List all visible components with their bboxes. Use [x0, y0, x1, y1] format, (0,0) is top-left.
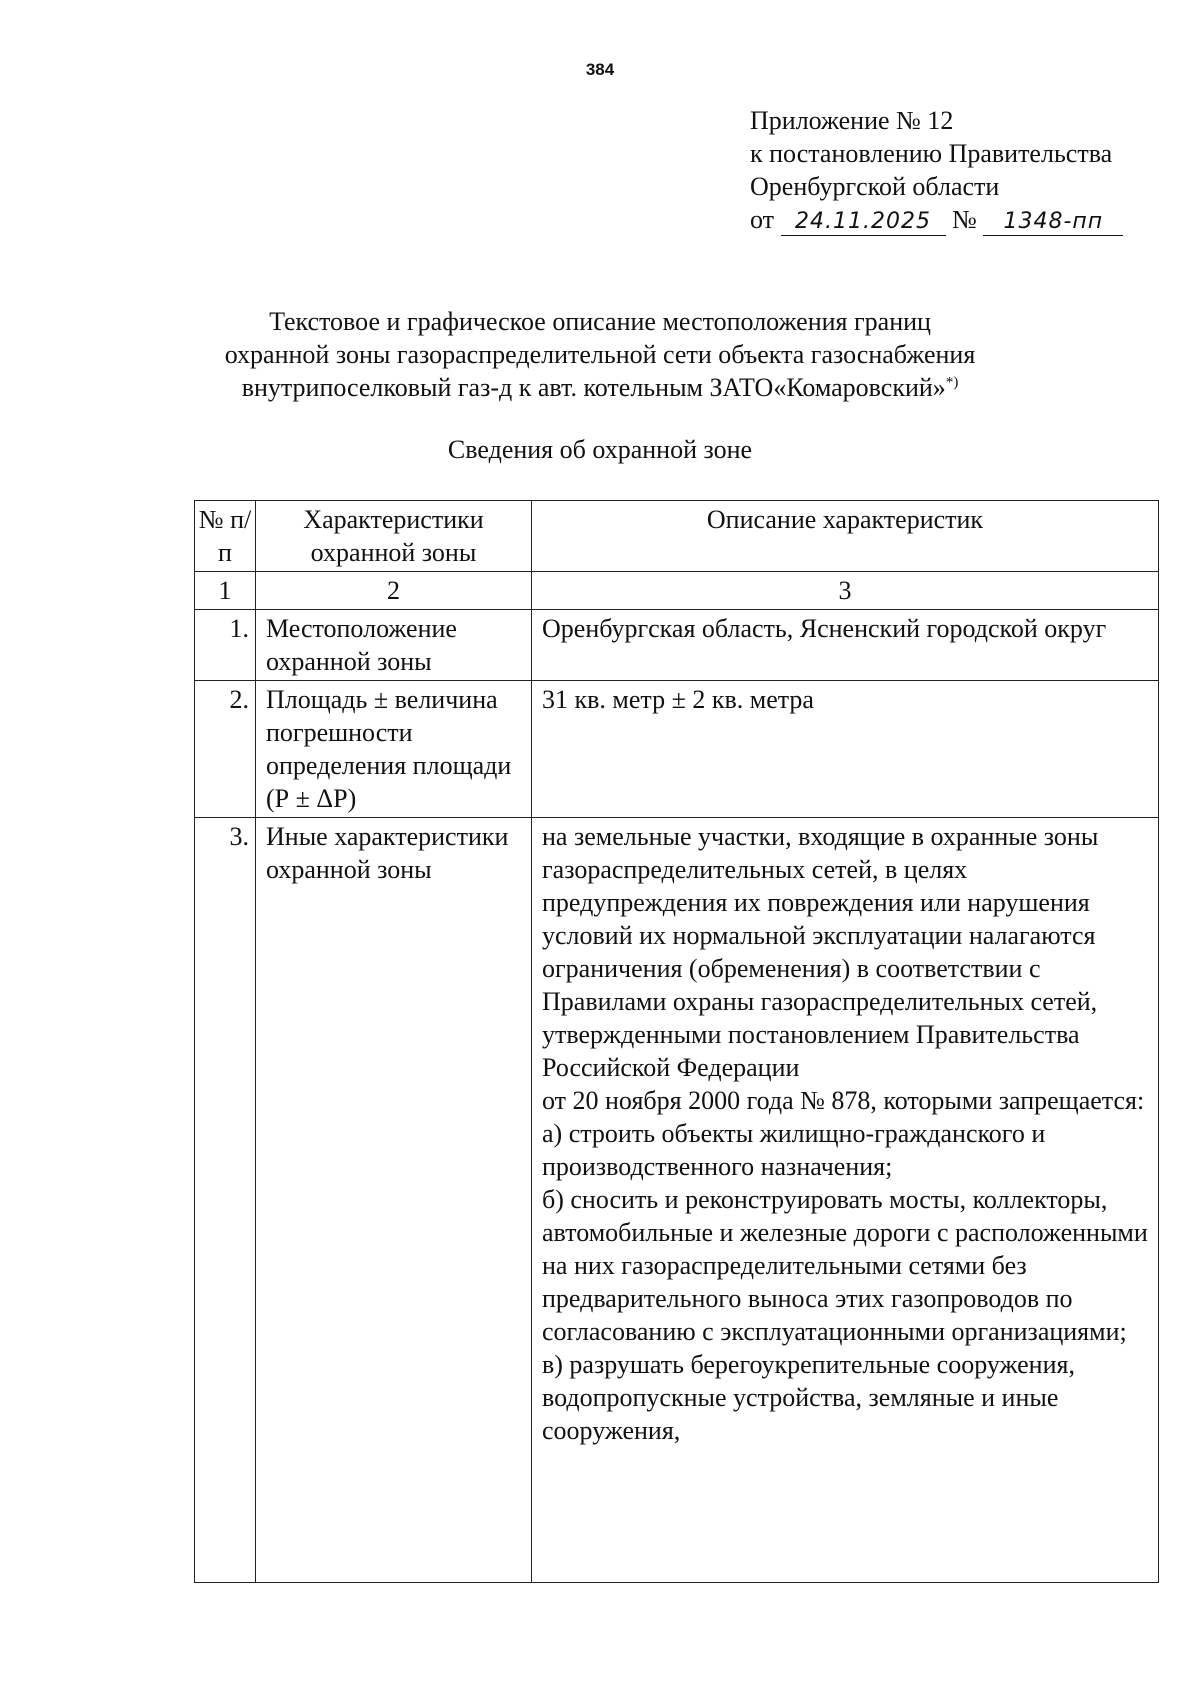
- handwritten-date: 24.11.2025: [781, 209, 946, 236]
- from-label: от: [750, 205, 775, 234]
- column-number-3: 3: [532, 572, 1159, 610]
- annex-date-number: [750, 203, 1123, 236]
- header-description: Описание характеристик: [532, 501, 1159, 572]
- row-number: 2.: [195, 681, 256, 818]
- document-title: [0, 305, 1200, 404]
- protection-zone-table: [194, 500, 1159, 1583]
- table-row: [195, 681, 1159, 818]
- page-number: 384: [585, 60, 615, 79]
- row-description: [532, 610, 1159, 681]
- row-description: [532, 818, 1159, 1583]
- footnote-mark: *): [945, 374, 959, 391]
- annex-block: [750, 104, 1123, 236]
- description-text: на земельные участки, входящие в охранные зоны газораспределительных сетей, в целях предупреждения их повреждения или нарушения условий их нормальной эксплуатации налагаются ограничения (обременения) в соответствии с Правилами охраны газораспределительных сетей, утвержденными постановлением Правительства Российской Федерации: [542, 822, 1099, 1082]
- table-row: [195, 818, 1159, 1583]
- header-number: № п/п: [195, 501, 256, 572]
- description-text: Оренбургская область, Ясненский городской округ: [542, 614, 1107, 643]
- description-text: 31 кв. метр ± 2 кв. метра: [542, 685, 814, 714]
- title-line-1: Текстовое и графическое описание местоположения границ: [269, 307, 931, 336]
- table-header-row: [195, 501, 1159, 572]
- annex-resolution: к постановлению Правительства: [750, 139, 1113, 168]
- column-number-2: 2: [256, 572, 532, 610]
- description-text: в) разрушать берегоукрепительные сооружения, водопропускные устройства, земляные и иные сооружения,: [542, 1350, 1075, 1445]
- table-row: [195, 610, 1159, 681]
- handwritten-number: 1348-пп: [983, 209, 1123, 236]
- header-characteristic: Характеристики охранной зоны: [256, 501, 532, 572]
- title-line-2: охранной зоны газораспределительной сети объекта газоснабжения: [224, 340, 976, 369]
- number-label: №: [952, 205, 977, 234]
- annex-region: Оренбургской области: [750, 172, 1000, 201]
- row-number: 3.: [195, 818, 256, 1583]
- row-description: [532, 681, 1159, 818]
- description-text: от 20 ноября 2000 года № 878, которыми запрещается:: [542, 1086, 1145, 1115]
- description-text: а) строить объекты жилищно-гражданского и производственного назначения;: [542, 1119, 1046, 1181]
- row-characteristic: Иные характеристики охранной зоны: [256, 818, 532, 1583]
- description-text: б) сносить и реконструировать мосты, коллекторы, автомобильные и железные дороги с расположенными на них газораспределительными сетями без предварительного выноса этих газопроводов по согласованию с эксплуатационными организациями;: [542, 1185, 1148, 1346]
- row-characteristic: Местоположение охранной зоны: [256, 610, 532, 681]
- row-number: 1.: [195, 610, 256, 681]
- annex-title: Приложение № 12: [750, 106, 954, 135]
- column-numbers-row: [195, 572, 1159, 610]
- section-subtitle: Сведения об охранной зоне: [447, 435, 753, 464]
- row-characteristic: Площадь ± величина погрешности определения площади (Р ± ΔР): [256, 681, 532, 818]
- title-line-3: [0, 371, 1200, 404]
- title-line-3-text: внутрипоселковый газ-д к авт. котельным ЗАТО«Комаровский»: [241, 373, 946, 402]
- column-number-1: 1: [195, 572, 256, 610]
